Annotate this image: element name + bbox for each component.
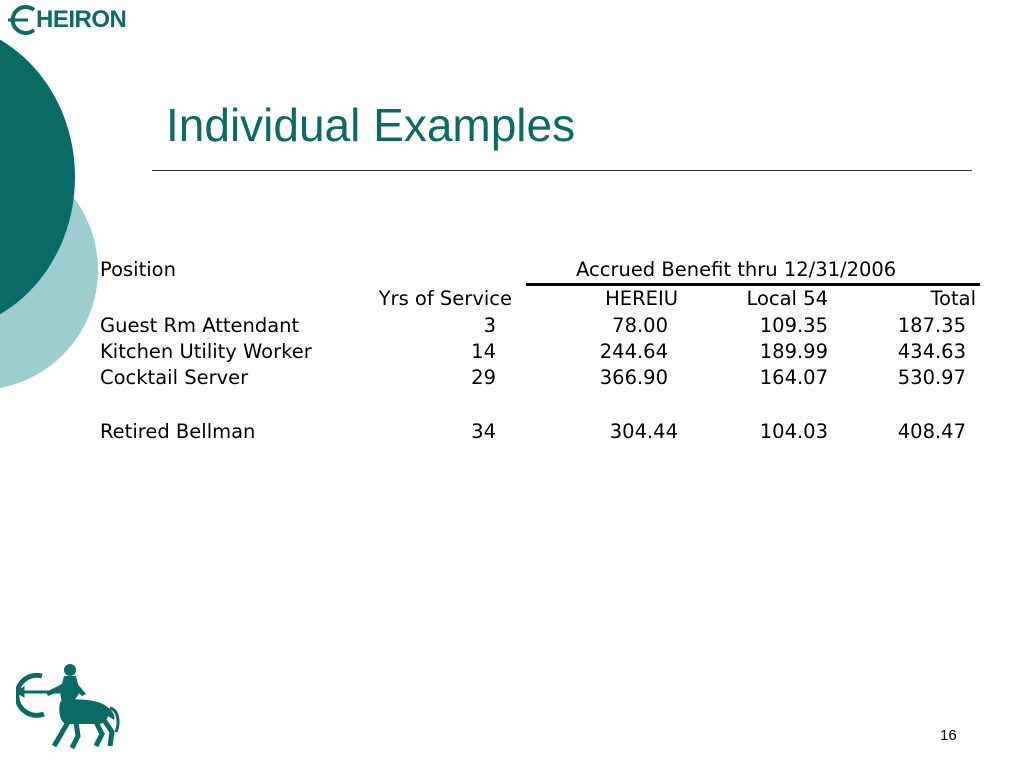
table-row-position: Retired Bellman — [100, 420, 256, 443]
table-row-hereiu: 78.00 — [612, 314, 668, 337]
logo-wordmark: HEIRON — [36, 6, 127, 33]
table-row-total: 434.63 — [897, 340, 966, 363]
column-header-local: Local 54 — [746, 287, 828, 310]
table-row-local: 109.35 — [759, 314, 828, 337]
table-row-total: 408.47 — [897, 420, 966, 443]
table-row-local: 189.99 — [759, 340, 828, 363]
slide-title: Individual Examples — [166, 99, 576, 151]
title-divider — [152, 170, 972, 171]
table-row-yrs: 29 — [471, 366, 496, 389]
table-row-yrs: 34 — [471, 420, 496, 443]
table-row-local: 164.07 — [759, 366, 828, 389]
column-header-yrs: Yrs of Service — [378, 287, 512, 310]
table-row-total: 530.97 — [897, 366, 966, 389]
table-row-position: Guest Rm Attendant — [100, 314, 300, 337]
table-header-rule — [526, 283, 980, 286]
centaur-archer-logo-icon — [16, 662, 120, 750]
column-header-total: Total — [930, 287, 976, 310]
table-row-total: 187.35 — [897, 314, 966, 337]
accrued-benefit-header: Accrued Benefit thru 12/31/2006 — [576, 258, 897, 281]
position-header: Position — [100, 258, 176, 281]
table-row-hereiu: 366.90 — [599, 366, 668, 389]
page-number: 16 — [940, 727, 957, 744]
cheiron-logo — [6, 2, 126, 38]
table-row-hereiu: 244.64 — [599, 340, 668, 363]
table-row-hereiu: 304.44 — [609, 420, 678, 443]
table-row-position: Cocktail Server — [100, 366, 249, 389]
table-row-yrs: 3 — [483, 314, 496, 337]
table-row-yrs: 14 — [471, 340, 496, 363]
table-row-local: 104.03 — [759, 420, 828, 443]
table-row-position: Kitchen Utility Worker — [100, 340, 312, 363]
column-header-hereiu: HEREIU — [605, 287, 678, 310]
